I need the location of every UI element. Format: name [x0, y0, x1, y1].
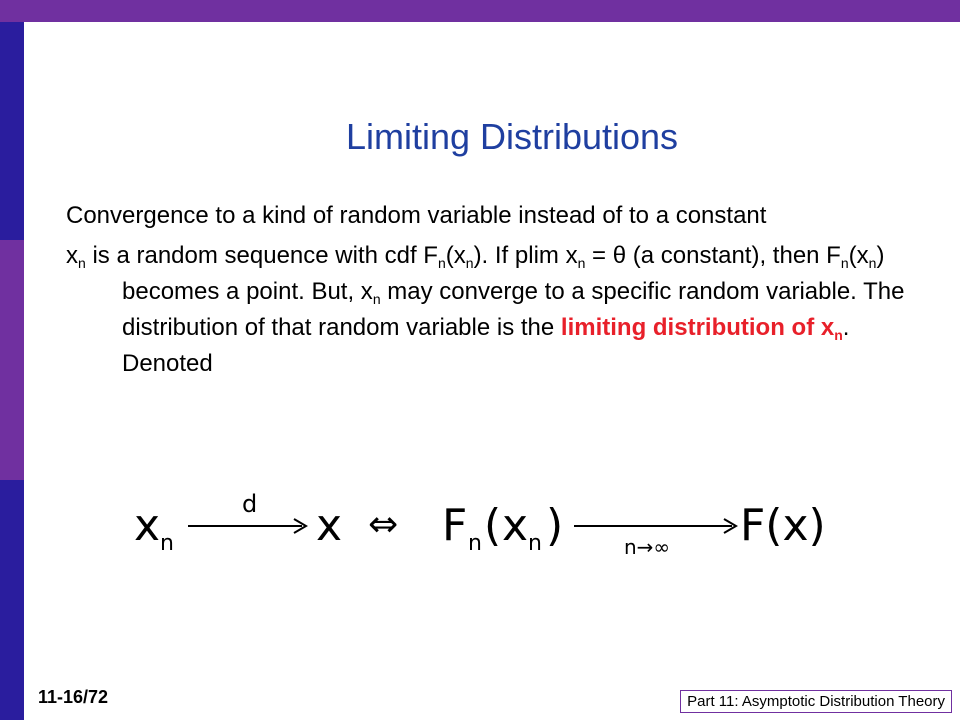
formula-paren-close: )	[546, 500, 564, 551]
formula-x: x	[316, 500, 343, 551]
limit-label: n→∞	[624, 535, 671, 559]
top-accent-bar	[0, 0, 960, 22]
highlight-term	[561, 314, 843, 341]
text-run: ). If plim x	[473, 242, 578, 269]
formula-x: x	[134, 500, 161, 551]
text-run: ) becomes a point. But, x	[122, 242, 885, 305]
subscript: n	[372, 291, 381, 307]
formula-Fx: F(x)	[740, 500, 826, 551]
convergence-formula	[130, 490, 840, 570]
formula-x: x	[502, 500, 529, 551]
highlight-text: limiting distribution of x	[560, 314, 835, 341]
text-run: . Denoted	[122, 314, 850, 377]
subscript: n	[834, 327, 843, 343]
subscript: n	[840, 255, 849, 271]
formula-sub-n: n	[468, 531, 482, 556]
slide-title: Limiting Distributions	[345, 116, 679, 157]
subscript: n	[465, 255, 474, 271]
slide-number: 11-16/72	[38, 687, 109, 707]
subscript: n	[78, 255, 86, 271]
text-run: x	[66, 242, 78, 269]
formula-d-label: d	[242, 490, 258, 518]
subscript: n	[868, 255, 877, 271]
slide-body	[66, 198, 936, 386]
subscript: n	[577, 255, 586, 271]
formula-svg	[130, 490, 840, 570]
section-label: Part 11: Asymptotic Distribution Theory	[680, 690, 952, 713]
text-run: = θ (a constant), then F	[585, 242, 841, 269]
formula-sub-n: n	[160, 531, 174, 556]
iff-symbol: ⇔	[368, 504, 399, 545]
formula-F: F	[442, 500, 468, 551]
formula-paren-open: (	[484, 500, 502, 551]
text-run: (x	[445, 242, 466, 269]
paragraph-definition	[66, 238, 936, 382]
paragraph-convergence: Convergence to a kind of random variable instead of to a constant	[66, 202, 767, 229]
left-bar-segment	[0, 480, 24, 720]
text-run: may converge to a specific random variable. The distribution of that random variable is the	[122, 278, 905, 341]
text-run: (x	[848, 242, 869, 269]
subscript: n	[437, 255, 446, 271]
left-bar-segment	[0, 240, 24, 480]
formula-sub-n: n	[528, 531, 542, 556]
text-run: is a random sequence with cdf F	[85, 242, 438, 269]
